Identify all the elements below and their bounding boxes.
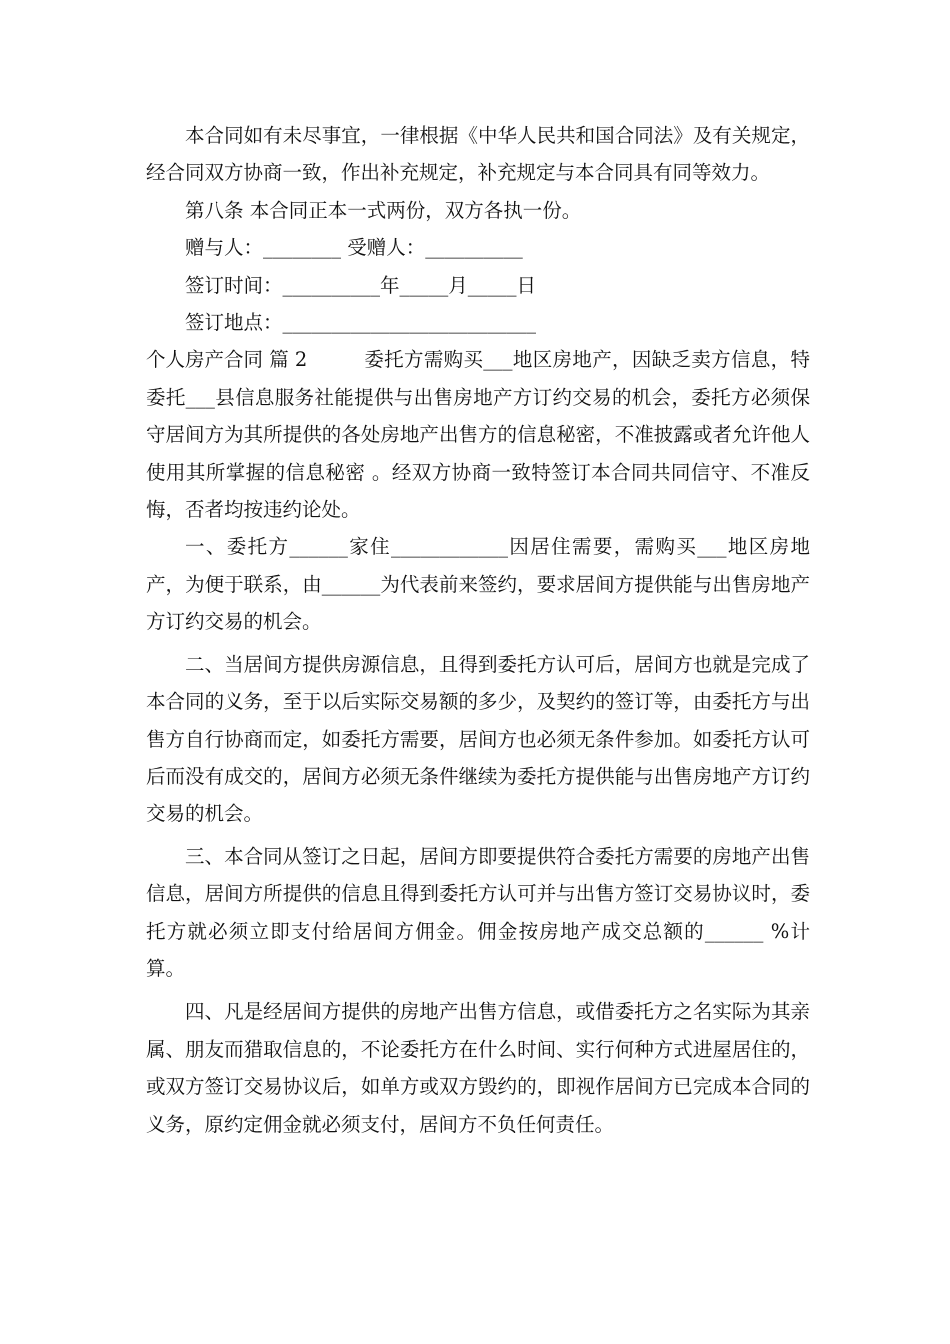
paragraph-signing-place: 签订地点：__________________________ xyxy=(185,311,537,335)
section-intro-text: 委托方需购买___地区房地产，因缺乏卖方信息，特委托___县信息服务社能提供与出售房地产方订约交易的机会，委托方必须保守居间方为其所提供的各处房地产出售方的信息秘密，不准披露或者允许他人使用其所掌握的信息秘密 。经双方协商一致特签订本合同共同信守、不准反悔，否者均按违约论处。 xyxy=(146,348,810,522)
paragraph-signing-time: 签订时间：__________年_____月_____日 xyxy=(185,273,537,297)
section-title: 个人房产合同 篇 2 xyxy=(146,348,308,372)
paragraph-supplementary-provisions: 本合同如有未尽事宜，一律根据《中华人民共和国合同法》及有关规定，经合同双方协商一致，作出补充规定，补充规定与本合同具有同等效力。 xyxy=(146,124,810,185)
clause-two: 二、当居间方提供房源信息，且得到委托方认可后，居间方也就是完成了本合同的义务，至于以后实际交易额的多少，及契约的签订等，由委托方与出售方自行协商而定，如委托方需要，居间方也必须无条件参加。如委托方认可后而没有成交的，居间方必须无条件继续为委托方提供能与出售房地产方订约交易的机会。 xyxy=(146,652,810,826)
clause-three: 三、本合同从签订之日起，居间方即要提供符合委托方需要的房地产出售信息，居间方所提供的信息且得到委托方认可并与出售方签订交易协议时，委托方就必须立即支付给居间方佣金。佣金按房地产成交总额的______ %计算。 xyxy=(146,844,810,980)
paragraph-section-two xyxy=(146,341,810,528)
clause-one: 一、委托方______家住____________因居住需要，需购买___地区房地产，为便于联系，由______为代表前来签约，要求居间方提供能与出售房地产方订约交易的机会。 xyxy=(146,535,810,634)
clause-four: 四、凡是经居间方提供的房地产出售方信息，或借委托方之名实际为其亲属、朋友而猎取信息的，不论委托方在什么时间、实行何种方式进屋居住的，或双方签订交易协议后，如单方或双方毁约的，即视作居间方已完成本合同的义务，原约定佣金就必须支付，居间方不负任何责任。 xyxy=(146,1000,810,1136)
paragraph-article-eight: 第八条 本合同正本一式两份，双方各执一份。 xyxy=(185,198,582,222)
paragraph-parties-signature: 赠与人：________ 受赠人：__________ xyxy=(185,236,523,260)
contract-body xyxy=(146,117,810,1143)
